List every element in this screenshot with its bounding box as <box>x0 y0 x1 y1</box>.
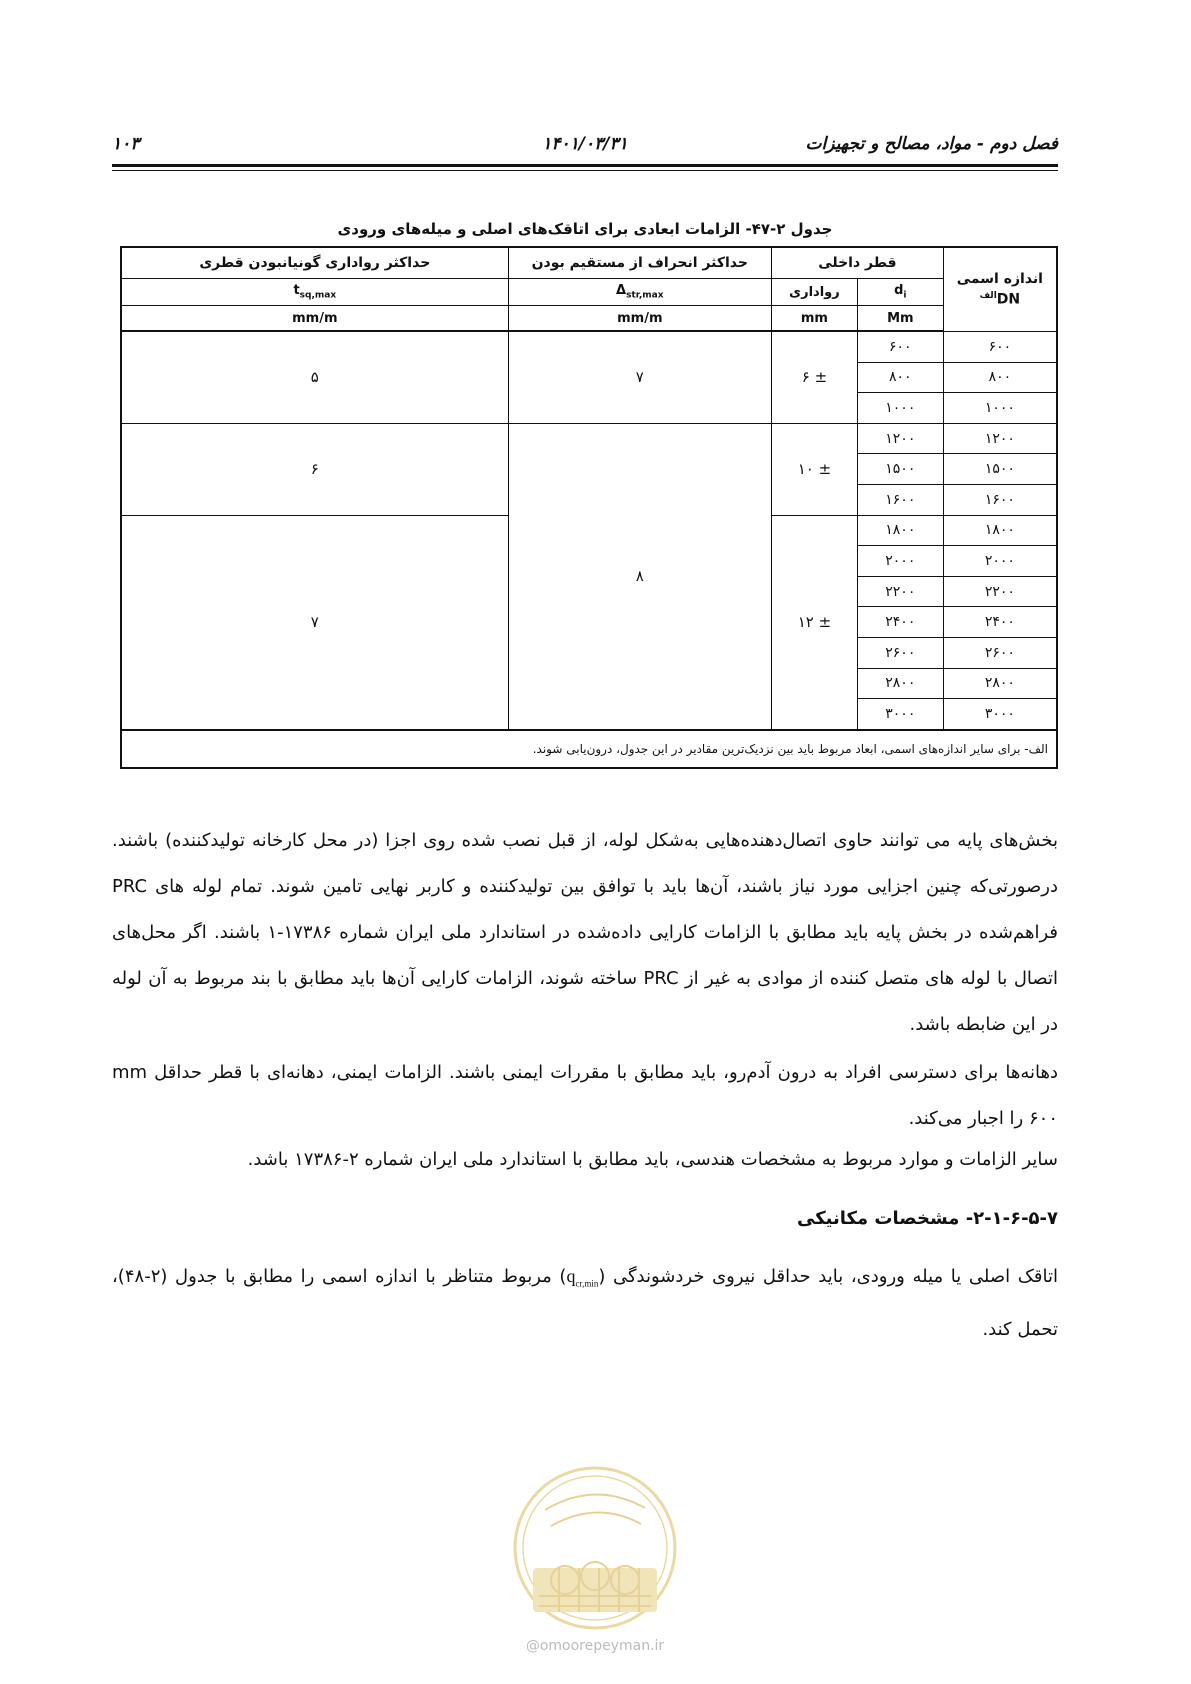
section-heading: ۲-۱-۶-۵-۷- مشخصات مکانیکی <box>796 1208 1058 1229</box>
tolerance-cell: ± ۶ <box>772 331 858 423</box>
col-inner-diameter: قطر داخلی <box>772 247 944 279</box>
tsq-symbol: $t_{sq,max}$ <box>121 279 508 306</box>
table-caption: جدول ۲-۴۷- الزامات ابعادی برای اتاقک‌های اصلی و میله‌های ورودی <box>337 220 833 238</box>
di-cell: ۲۶۰۰ <box>857 637 943 668</box>
delta-unit: mm/m <box>508 306 771 332</box>
straight-dev-cell: ۷ <box>508 331 771 423</box>
header-rule-thick <box>112 164 1058 167</box>
col-nominal-size <box>943 247 1057 331</box>
di-symbol: $d_i$ <box>857 279 943 306</box>
dn-cell: ۲۲۰۰ <box>943 576 1057 607</box>
di-cell: ۳۰۰۰ <box>857 699 943 730</box>
tsq-unit: mm/m <box>121 306 508 332</box>
dn-cell: ۸۰۰ <box>943 362 1057 393</box>
page-header <box>112 128 1058 168</box>
dn-cell: ۳۰۰۰ <box>943 699 1057 730</box>
header-date: ۱۴۰۱/۰۳/۳۱ <box>542 134 628 154</box>
page-number: ۱۰۳ <box>112 134 140 154</box>
di-cell: ۲۲۰۰ <box>857 576 943 607</box>
delta-symbol: $\Delta_{str,max}$ <box>508 279 771 306</box>
di-cell: ۲۸۰۰ <box>857 668 943 699</box>
tolerance-cell: ± ۱۰ <box>772 423 858 515</box>
dn-cell: ۲۶۰۰ <box>943 637 1057 668</box>
table-row <box>121 331 1057 362</box>
tolerance-cell: ± ۱۲ <box>772 515 858 730</box>
dn-cell: ۲۴۰۰ <box>943 607 1057 638</box>
dn-cell: ۶۰۰ <box>943 331 1057 362</box>
di-cell: ۲۰۰۰ <box>857 546 943 577</box>
di-cell: ۱۲۰۰ <box>857 423 943 454</box>
square-tol-cell: ۵ <box>121 331 508 423</box>
col-max-straight-dev: حداکثر انحراف از مستقیم بودن <box>508 247 771 279</box>
dn-cell: ۱۶۰۰ <box>943 484 1057 515</box>
di-unit: Mm <box>857 306 943 332</box>
dn-cell: ۲۸۰۰ <box>943 668 1057 699</box>
paragraph-mechanical: اتاقک اصلی یا میله ورودی، باید حداقل نیروی خردشوندگی $(q_{cr,min})$ مربوط متناظر با اندازه اسمی را مطابق با جدول (۲-۴۸)، تحمل کند. <box>112 1266 1058 1340</box>
di-cell: ۱۵۰۰ <box>857 454 943 485</box>
di-cell: ۱۸۰۰ <box>857 515 943 546</box>
watermark-emblem-icon <box>505 1460 685 1635</box>
col-max-square-tol: حداکثر رواداری گونیانبودن قطری <box>121 247 508 279</box>
dn-cell: ۱۲۰۰ <box>943 423 1057 454</box>
dn-cell: ۲۰۰۰ <box>943 546 1057 577</box>
header-rule-thin <box>112 170 1058 171</box>
square-tol-cell: ۷ <box>121 515 508 730</box>
paragraph-geometry: سایر الزامات و موارد مربوط به مشخصات هندسی، باید مطابق با استاندارد ملی ایران شماره ۲-۱۷۳۸۶ باشد. <box>247 1149 1058 1170</box>
straight-dev-cell: ۸ <box>508 423 771 729</box>
di-cell: ۸۰۰ <box>857 362 943 393</box>
square-tol-cell: ۶ <box>121 423 508 515</box>
chapter-title: فصل دوم - مواد، مصالح و تجهیزات <box>805 134 1058 154</box>
di-cell: ۲۴۰۰ <box>857 607 943 638</box>
dn-cell: ۱۵۰۰ <box>943 454 1057 485</box>
watermark-url: @omoorepeyman.ir <box>525 1638 665 1654</box>
dn-cell: ۱۸۰۰ <box>943 515 1057 546</box>
di-cell: ۱۰۰۰ <box>857 393 943 424</box>
paragraph-openings: دهانه‌ها برای دسترسی افراد به درون آدم‌رو، باید مطابق با مقررات ایمنی باشند. الزامات ایمنی، دهانه‌ای با قطر حداقل mm ۶۰۰ را اجبار می‌کند. <box>112 1062 1058 1129</box>
di-cell: ۱۶۰۰ <box>857 484 943 515</box>
dimensional-requirements-table <box>120 246 1058 769</box>
di-cell: ۶۰۰ <box>857 331 943 362</box>
tolerance-unit: mm <box>772 306 858 332</box>
watermark-logo <box>505 1460 685 1660</box>
dn-label: $DN^{الف}$ <box>979 290 1021 308</box>
table-footnote-row <box>121 730 1057 768</box>
dn-cell: ۱۰۰۰ <box>943 393 1057 424</box>
table-row <box>121 423 1057 454</box>
table-footnote: الف- برای سایر اندازه‌های اسمی، ابعاد مربوط باید بین نزدیک‌ترین مقادیر در این جدول، درون‌یابی شوند. <box>121 730 1057 768</box>
paragraph-base-sections: بخش‌های پایه می توانند حاوی اتصال‌دهنده‌هایی به‌شکل لوله، از قبل نصب شده روی اجزا (در محل کارخانه تولیدکننده) باشند. درصورتی‌که چنین اجزایی مورد نیاز باشند، آن‌ها باید با توافق بین تولیدکننده و کاربر نهایی تامین شوند. تمام لوله های PRC فراهم‌شده در بخش پایه باید مطابق با الزامات کارایی داده‌شده در استاندارد ملی ایران شماره ۱۷۳۸۶-۱ باشند. اگر محل‌های اتصال با لوله های متصل کننده از موادی به غیر از PRC ساخته شوند، الزامات کارایی آن‌ها باید مطابق با بند مربوط به آن لوله در این ضابطه باشد. <box>112 830 1059 1035</box>
nominal-size-label: اندازه اسمی <box>956 270 1043 287</box>
tolerance-label: رواداری <box>772 279 858 306</box>
